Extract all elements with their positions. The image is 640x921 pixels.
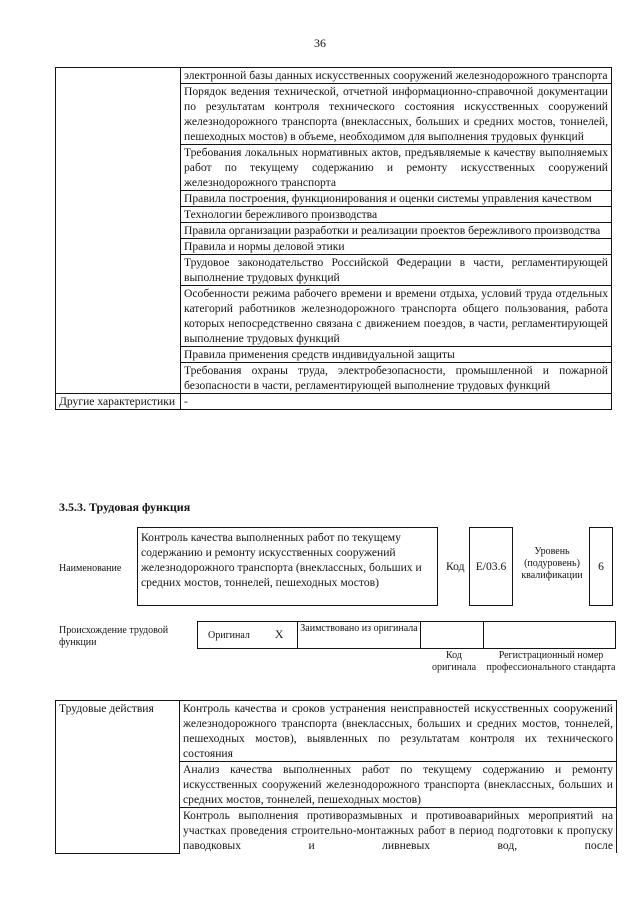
action-item: Контроль выполнения противоразмывных и противоаварийных мероприятий на участках проведения строительно-монтажных работ в период подготовки к пропуску паводковых и ливневых вод, после bbox=[180, 808, 617, 854]
level-label: Уровень (подуровень) квалификации bbox=[521, 546, 583, 581]
knowledge-item: Требования локальных нормативных актов, предъявляемые к качеству выполняемых работ по текущему содержанию и ремонту искусственных сооружений железнодорожного транспорта bbox=[181, 145, 612, 191]
knowledge-item: Требования охраны труда, электробезопасности, промышленной и пожарной безопасности в части, регламентирующей выполнение трудовых функций bbox=[181, 363, 612, 394]
action-item: Контроль качества и сроков устранения неисправностей искусственных сооружений железнодорожного транспорта (внеклассных, больших и средних мостов, тоннелей, пешеходных мостов), выявленных по результатам контроля их технического состояния bbox=[180, 701, 617, 762]
origin-table bbox=[197, 621, 616, 649]
section-title: 3.5.3. Трудовая функция bbox=[59, 500, 191, 514]
other-characteristics-value: - bbox=[181, 394, 612, 410]
page-number: 36 bbox=[314, 36, 326, 50]
reg-number-caption: Регистрационный номер профессионального стандарта bbox=[486, 650, 616, 673]
knowledge-item: Правила применения средств индивидуальной защиты bbox=[181, 347, 612, 363]
original-mark: X bbox=[275, 628, 284, 641]
knowledge-item: Технологии бережливого производства bbox=[181, 207, 612, 223]
other-characteristics-label: Другие характеристики bbox=[56, 394, 181, 410]
knowledge-item: Трудовое законодательство Российской Федерации в части, регламентирующей выполнение трудовых функций bbox=[181, 255, 612, 286]
function-code: E/03.6 bbox=[475, 560, 507, 573]
origin-label: Происхождение трудовой функции bbox=[59, 625, 169, 648]
actions-table bbox=[55, 700, 617, 854]
divider bbox=[420, 622, 421, 648]
borrowed-label: Заимствовано из оригинала bbox=[300, 623, 418, 634]
action-item: Анализ качества выполненных работ по текущему содержанию и ремонту искусственных сооружений железнодорожного транспорта (внеклассных, больших и средних мостов, тоннелей, пешеходных мостов) bbox=[180, 762, 617, 808]
code-label: Код bbox=[446, 560, 465, 573]
knowledge-item: Особенности режима рабочего времени и времени отдыха, условий труда отдельных категорий работников железнодорожного транспорта общего пользования, работа которых непосредственно связана с движением поездов, в части, регламентирующей выполнение трудовых функций bbox=[181, 286, 612, 347]
table-row bbox=[56, 394, 612, 410]
table-row bbox=[56, 701, 617, 762]
level-value: 6 bbox=[598, 560, 604, 573]
function-name: Контроль качества выполненных работ по текущему содержанию и ремонту искусственных сооружений железнодорожного транспорта (внеклассных, больших и средних мостов, тоннелей, пешеходных мостов) bbox=[141, 531, 422, 589]
original-label: Оригинал bbox=[208, 630, 250, 641]
actions-label: Трудовые действия bbox=[56, 701, 180, 854]
name-label: Наименование bbox=[59, 563, 122, 574]
level-box bbox=[589, 527, 613, 606]
knowledge-item: электронной базы данных искусственных сооружений железнодорожного транспорта bbox=[181, 68, 612, 84]
knowledge-item: Правила и нормы деловой этики bbox=[181, 239, 612, 255]
knowledge-item: Правила построения, функционирования и оценки системы управления качеством bbox=[181, 191, 612, 207]
knowledge-item: Правила организации разработки и реализации проектов бережливого производства bbox=[181, 223, 612, 239]
table-row bbox=[56, 68, 612, 84]
knowledge-table bbox=[55, 67, 612, 410]
empty-label-cell bbox=[56, 68, 181, 394]
function-code-box bbox=[469, 527, 513, 606]
code-caption: Код оригинала bbox=[431, 650, 477, 673]
function-name-box bbox=[137, 527, 438, 606]
knowledge-item: Порядок ведения технической, отчетной информационно-справочной документации по результатам контроля технического состояния искусственных сооружений железнодорожного транспорта (внеклассных, больших и средних мостов, тоннелей, пешеходных мостов) в объеме, необходимом для выполнения трудовых функций bbox=[181, 84, 612, 145]
divider bbox=[483, 622, 484, 648]
